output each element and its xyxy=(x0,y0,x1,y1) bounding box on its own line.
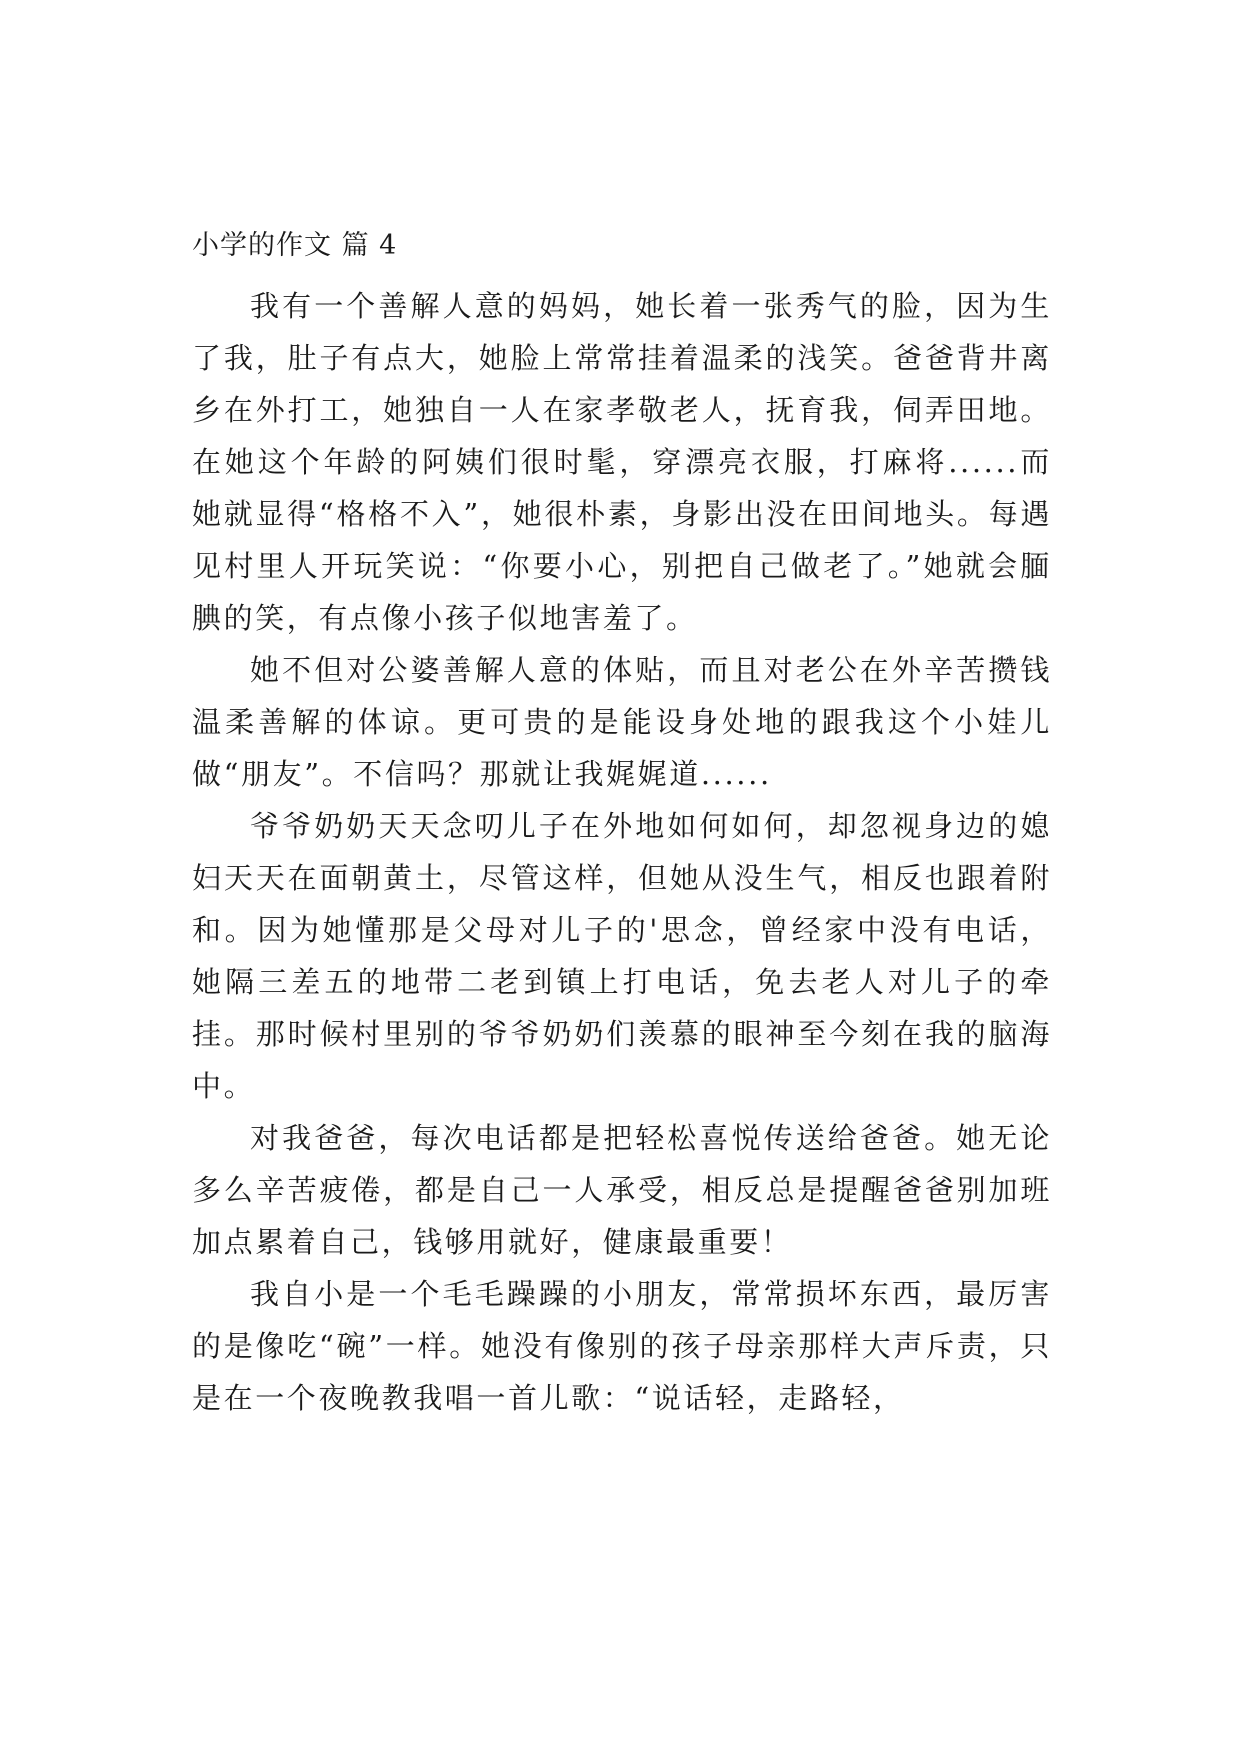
paragraph-4: 对我爸爸，每次电话都是把轻松喜悦传送给爸爸。她无论多么辛苦疲倦，都是自己一人承受，相反总是提醒爸爸别加班加点累着自己，钱够用就好，健康最重要！ xyxy=(192,1121,1052,1259)
paragraph-1: 我有一个善解人意的妈妈，她长着一张秀气的脸，因为生了我，肚子有点大，她脸上常常挂着温柔的浅笑。爸爸背井离乡在外打工，她独自一人在家孝敬老人，抚育我，伺弄田地。在她这个年龄的阿姨们很时髦，穿漂亮衣服，打麻将......而她就显得“格格不入”，她很朴素，身影出没在田间地头。每遇见村里人开玩笑说：“你要小心，别把自己做老了。”她就会腼腆的笑，有点像小孩子似地害羞了。 xyxy=(192,289,1052,635)
paragraph-3: 爷爷奶奶天天念叨儿子在外地如何如何，却忽视身边的媳妇天天在面朝黄土，尽管这样，但她从没生气，相反也跟着附和。因为她懂那是父母对儿子的'思念，曾经家中没有电话，她隔三差五的地带二老到镇上打电话，免去老人对儿子的牵挂。那时候村里别的爷爷奶奶们羡慕的眼神至今刻在我的脑海中。 xyxy=(192,809,1052,1103)
document-page xyxy=(192,228,1052,1424)
essay-heading: 小学的作文 篇 4 xyxy=(192,230,398,261)
paragraph-5: 我自小是一个毛毛躁躁的小朋友，常常损坏东西，最厉害的是像吃“碗”一样。她没有像别的孩子母亲那样大声斥责，只是在一个夜晚教我唱一首儿歌：“说话轻，走路轻， xyxy=(192,1277,1052,1415)
paragraph-2: 她不但对公婆善解人意的体贴，而且对老公在外辛苦攒钱温柔善解的体谅。更可贵的是能设身处地的跟我这个小娃儿做“朋友”。不信吗？那就让我娓娓道...... xyxy=(192,653,1052,791)
